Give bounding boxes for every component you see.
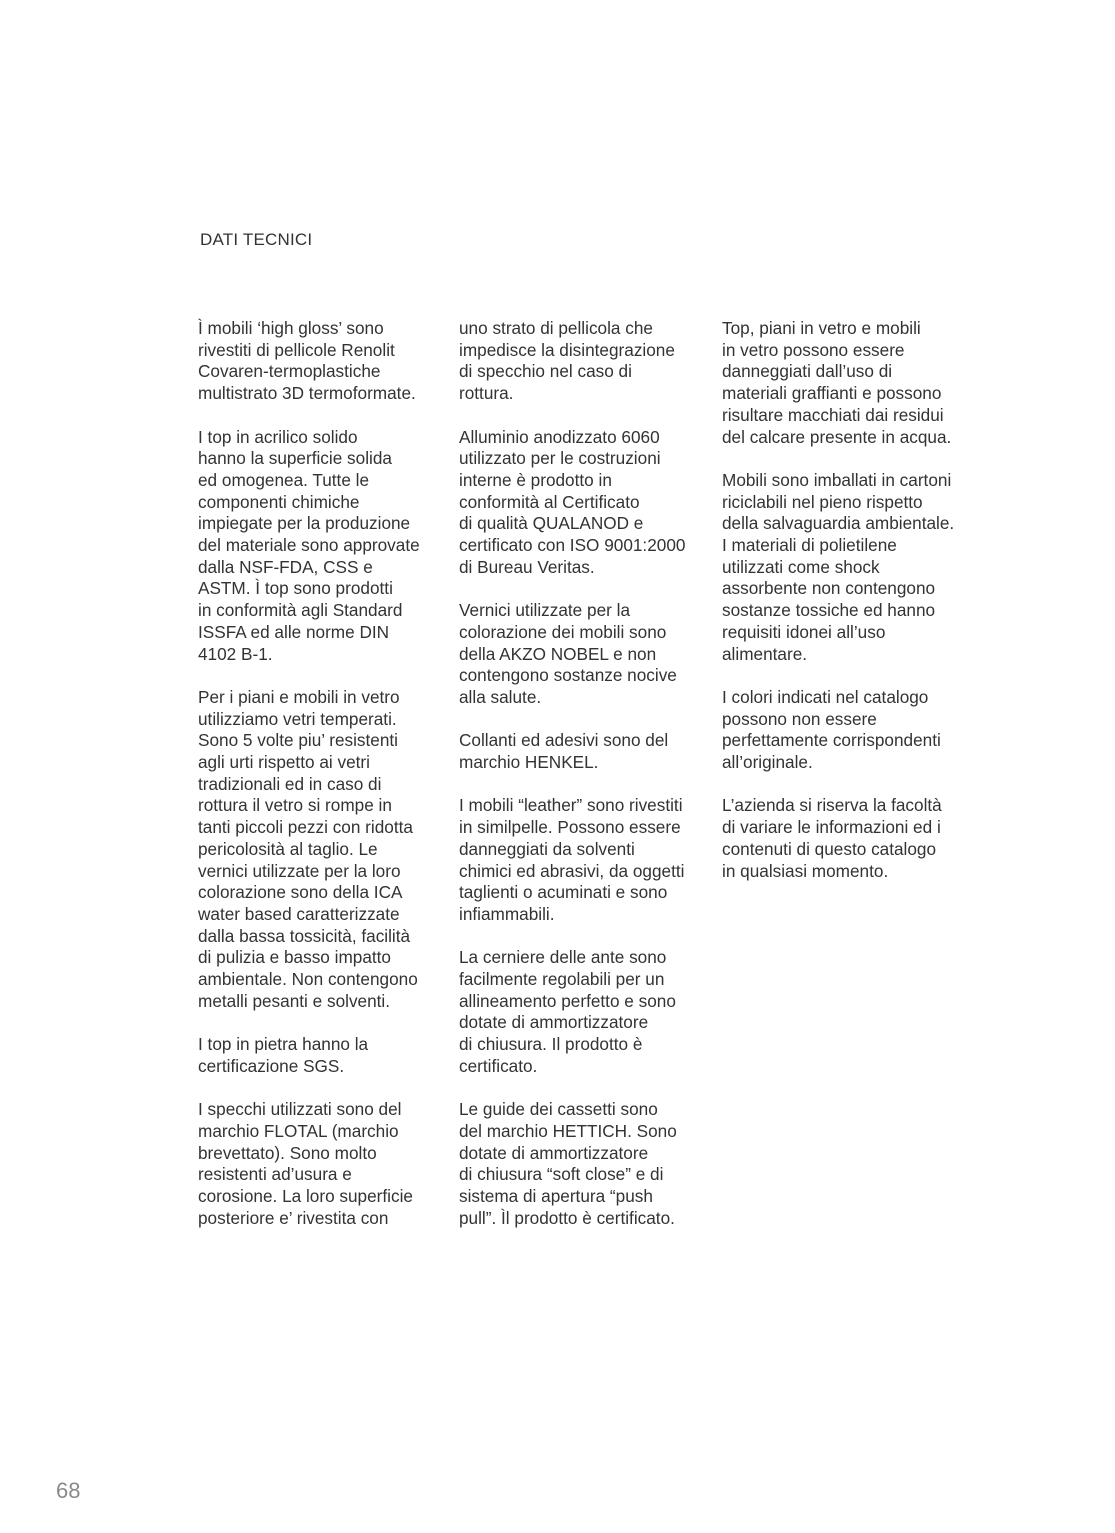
paragraph-acrylic-top: I top in acrilico solido hanno la superficie solida ed omogenea. Tutte le componenti chimiche impiegate per la produzione del materiale sono approvate dalla NSF-FDA, CSS e ASTM. Ì top sono prodotti in conformità agli Standard ISSFA ed alle norme DIN 4102 B-1. <box>198 426 420 664</box>
text-column-3 <box>722 318 972 904</box>
text-column-2 <box>459 318 699 1251</box>
paragraph-leather: I mobili “leather” sono rivestiti in similpelle. Possono essere danneggiati da solventi chimici ed abrasivi, da oggetti taglienti o acuminati e sono infiammabili. <box>459 795 685 924</box>
section-title: DATI TECNICI <box>200 230 313 249</box>
text-column-1 <box>198 318 438 1251</box>
paragraph-high-gloss: Ì mobili ‘high gloss’ sono rivestiti di pellicole Renolit Covaren-termoplastiche multistrato 3D termoformate. <box>198 318 416 404</box>
paragraph-disclaimer: L’azienda si riserva la facoltà di variare le informazioni ed i contenuti di questo catalogo in qualsiasi momento. <box>722 795 942 881</box>
paragraph-tempered-glass: Per i piani e mobili in vetro utilizziamo vetri temperati. Sono 5 volte piu’ resistenti agli urti rispetto ai vetri tradizionali ed in caso di rottura il vetro si rompe in tanti piccoli pezzi con ridotta pericolosità al taglio. Le vernici utilizzate per la loro colorazione sono della ICA water based caratterizzate dalla bassa tossicità, facilità di pulizia e basso impatto ambientale. Non contengono metalli pesanti e solventi. <box>198 686 418 1011</box>
paragraph-glass-care: Top, piani in vetro e mobili in vetro possono essere danneggiati dall’uso di materiali graffianti e possono risultare macchiati dai residui del calcare presente in acqua. <box>722 318 952 447</box>
paragraph-mirror-film: uno strato di pellicola che impedisce la disintegrazione di specchio nel caso di rottura. <box>459 318 675 404</box>
paragraph-drawer-guides: Le guide dei cassetti sono del marchio HETTICH. Sono dotate di ammortizzatore di chiusura “soft close” e di sistema di apertura “push pull”. Ìl prodotto è certificato. <box>459 1099 677 1228</box>
paragraph-colors: I colori indicati nel catalogo possono non essere perfettamente corrispondenti all’originale. <box>722 686 941 773</box>
paragraph-mirrors: I specchi utilizzati sono del marchio FLOTAL (marchio brevettato). Sono molto resistenti ad’usura e corosione. La loro superficie posteriore e’ rivestita con <box>198 1099 413 1228</box>
page-number: 68 <box>56 1478 81 1503</box>
paragraph-hinges: La cerniere delle ante sono facilmente regolabili per un allineamento perfetto e sono dotate di ammortizzatore di chiusura. Il prodotto è certificato. <box>459 947 676 1076</box>
paragraph-adhesives: Collanti ed adesivi sono del marchio HENKEL. <box>459 730 669 773</box>
paragraph-stone-top: I top in pietra hanno la certificazione SGS. <box>198 1034 369 1076</box>
paragraph-paints: Vernici utilizzate per la colorazione dei mobili sono della AKZO NOBEL e non contengono sostanze nocive alla salute. <box>459 600 677 707</box>
paragraph-packaging: Mobili sono imballati in cartoni riciclabili nel pieno rispetto della salvaguardia ambientale. I materiali di polietilene utilizzati come shock assorbente non contengono sostanze tossiche ed hanno requisiti idonei all’uso alimentare. <box>722 469 955 664</box>
paragraph-aluminium: Alluminio anodizzato 6060 utilizzato per le costruzioni interne è prodotto in conformità al Certificato di qualità QUALANOD e certificato con ISO 9001:2000 di Bureau Veritas. <box>459 426 686 577</box>
